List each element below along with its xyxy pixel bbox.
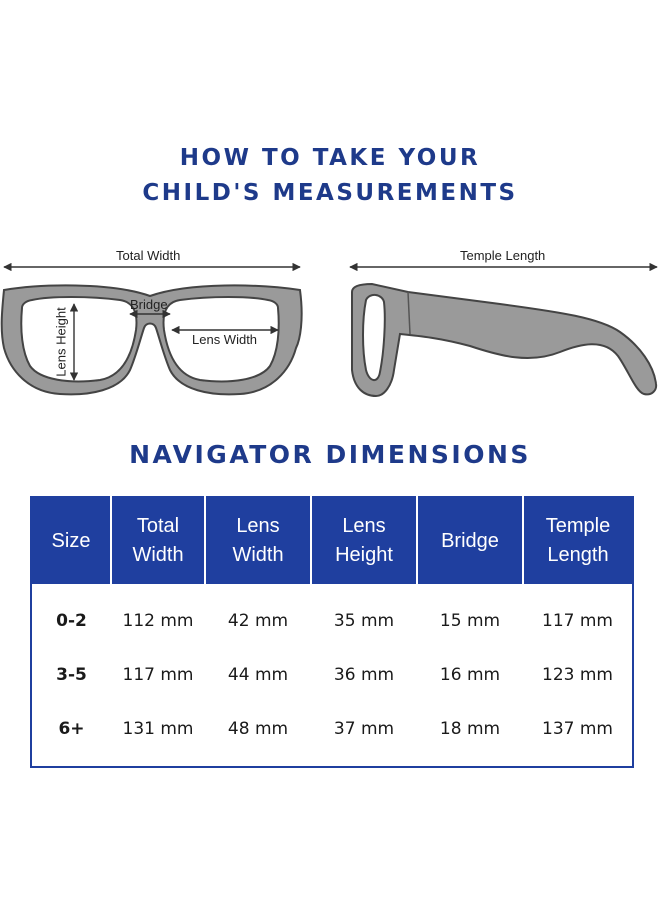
bridge-cell: 16 mm — [439, 665, 501, 685]
side-frame — [352, 284, 656, 396]
lens-width-cell: 48 mm — [227, 719, 289, 739]
temple-length-cell: 137 mm — [542, 719, 613, 739]
size-cell: 0-2 — [56, 611, 87, 631]
lens-width-cell: 44 mm — [227, 665, 289, 685]
header-bridge: Bridge — [417, 497, 523, 584]
lens-height-cell: 35 mm — [333, 611, 395, 631]
header-lens-width: Lens Width — [205, 497, 311, 584]
lens-width-cell: 42 mm — [227, 611, 289, 631]
lens-height-cell: 37 mm — [333, 719, 395, 739]
bridge-label: Bridge — [130, 297, 168, 312]
table-row — [31, 584, 633, 648]
table-row — [31, 702, 633, 767]
total-width-cell: 131 mm — [122, 719, 194, 739]
temple-length-cell: 117 mm — [542, 611, 613, 631]
total-width-cell: 117 mm — [122, 665, 194, 685]
temple-length-cell: 123 mm — [542, 665, 613, 685]
temple-length-label: Temple Length — [460, 248, 546, 263]
bridge-cell: 18 mm — [439, 719, 501, 739]
section-title: NAVIGATOR DIMENSIONS — [129, 440, 531, 469]
header-total-width: Total Width — [111, 497, 205, 584]
total-width-cell: 112 mm — [122, 611, 194, 631]
size-cell: 6+ — [58, 719, 85, 739]
header-temple-length: Temple Length — [523, 497, 633, 584]
bridge-cell: 15 mm — [439, 611, 501, 631]
size-cell: 3-5 — [56, 665, 87, 685]
table-header-row — [31, 497, 633, 584]
page-title-line-1: HOW TO TAKE YOUR — [179, 145, 481, 171]
page-title-line-2: CHILD'S MEASUREMENTS — [142, 180, 518, 206]
table-row — [31, 648, 633, 702]
header-lens-height: Lens Height — [311, 497, 417, 584]
lens-height-label: Lens Height — [53, 307, 69, 377]
total-width-label: Total Width — [116, 248, 181, 263]
lens-height-cell: 36 mm — [333, 665, 395, 685]
dimensions-table — [30, 496, 634, 768]
header-size: Size — [31, 497, 111, 584]
glasses-diagram — [0, 0, 660, 430]
lens-width-label: Lens Width — [192, 332, 258, 347]
